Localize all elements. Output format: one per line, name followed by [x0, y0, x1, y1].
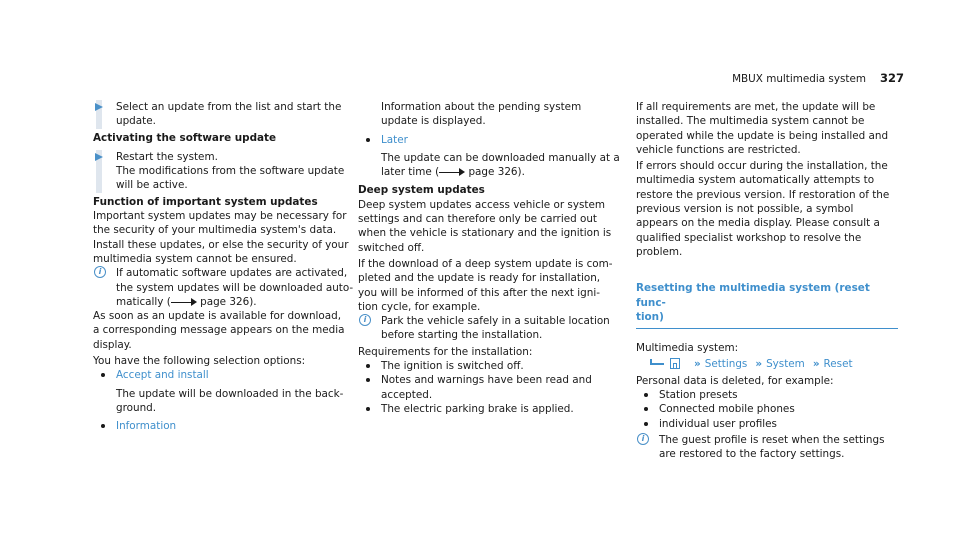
- text-line: multimedia system automatically attempts to: [636, 174, 875, 187]
- heading-important-updates: Function of important system updates: [93, 195, 318, 208]
- text-line: tion cycle, for example.: [358, 300, 481, 313]
- text-line: operated while the update is being installed and: [636, 129, 889, 142]
- text-line: If automatic software updates are activated,: [116, 267, 348, 280]
- paragraph-options: You have the following selection options:: [93, 355, 306, 368]
- list-item-text: individual user profiles: [659, 417, 777, 430]
- list-item-text: Station presets: [659, 389, 738, 402]
- option-accept-install: [93, 368, 355, 382]
- text-line: Notes and warnings have been read and: [381, 374, 592, 387]
- text-line: Information about the pending system: [381, 101, 582, 113]
- text-line: The update can be downloaded manually at a: [381, 151, 620, 164]
- text-line: switched off.: [358, 241, 425, 254]
- note-auto-updates: [93, 266, 355, 309]
- text-line: ground.: [116, 401, 157, 414]
- text-line: update is displayed.: [381, 115, 486, 128]
- info-icon: i: [359, 314, 371, 326]
- bullet-dot: [644, 407, 648, 411]
- home-icon: [670, 358, 680, 369]
- list-item: [636, 402, 898, 416]
- text-line: the system updates will be downloaded auto-: [116, 281, 354, 294]
- paragraph-errors: [636, 159, 898, 259]
- page-ref-arrow-icon: [171, 298, 197, 306]
- text-line: Important system updates may be necessary for: [93, 210, 347, 223]
- chevron-double-icon: »: [812, 358, 820, 371]
- option-description: [93, 387, 355, 416]
- nav-system: System: [766, 358, 805, 371]
- text-line: If all requirements are met, the update will be: [636, 101, 876, 113]
- option-later: [358, 133, 623, 147]
- text-line: As soon as an update is available for download,: [93, 310, 342, 323]
- text-line: vehicle functions are restricted.: [636, 143, 801, 156]
- paragraph-deep: [358, 198, 623, 255]
- page-reference: page 326).: [468, 166, 525, 179]
- option-description: [358, 100, 623, 129]
- text-line: Restart the system.: [116, 150, 218, 163]
- list-item: [358, 373, 623, 402]
- bullet-dot: [101, 424, 105, 428]
- text-line: If the download of a deep system update is com-: [358, 257, 613, 270]
- text-line: The guest profile is reset when the settings: [659, 433, 885, 446]
- step-restart: [93, 150, 355, 193]
- bullet-dot: [644, 422, 648, 426]
- text-line: installed. The multimedia system cannot be: [636, 115, 865, 128]
- text-line: Select an update from the list and start the: [116, 101, 342, 113]
- enter-arrow-icon: [650, 359, 661, 367]
- paragraph-important: [93, 209, 355, 266]
- option-label: Information: [116, 420, 177, 433]
- option-information: [93, 419, 355, 433]
- paragraph-deep-download: [358, 257, 623, 314]
- nav-settings: Settings: [704, 358, 748, 371]
- text-line: multimedia system cannot be ensured.: [93, 252, 297, 265]
- info-icon: i: [94, 266, 106, 278]
- triangle-arrow-icon: [95, 103, 103, 111]
- page-ref-arrow-icon: [439, 168, 465, 176]
- text-line: when the vehicle is stationary and the ignition is: [358, 227, 612, 240]
- paragraph-download: [93, 309, 355, 352]
- column-2: [358, 100, 623, 416]
- text-line: settings and can therefore only be carried out: [358, 213, 598, 226]
- column-1: [93, 100, 355, 434]
- option-description: [358, 151, 623, 180]
- bullet-dot: [101, 373, 105, 377]
- page-number: 327: [879, 71, 904, 85]
- text-line: tion): [636, 310, 664, 323]
- note-guest-profile: [636, 433, 898, 462]
- text-line: The update will be downloaded in the back-: [116, 387, 344, 400]
- chevron-double-icon: »: [694, 358, 701, 371]
- chevron-double-icon: »: [755, 358, 763, 371]
- bullet-dot: [366, 364, 370, 368]
- text-line: the security of your multimedia system's data.: [93, 224, 337, 237]
- text-line: Install these updates, or else the security of your: [93, 238, 349, 251]
- text-line: previous version is not possible, a symbol: [636, 203, 854, 216]
- bullet-dot: [366, 378, 370, 382]
- page-header: [732, 71, 904, 88]
- text-line: update.: [116, 115, 156, 128]
- paragraph-requirements: Requirements for the installation:: [358, 345, 533, 358]
- text-line: display.: [93, 338, 132, 351]
- option-label: Later: [381, 133, 408, 146]
- text-line: If errors should occur during the installation, the: [636, 160, 888, 173]
- list-item: [636, 417, 898, 431]
- navigation-path: [636, 357, 898, 371]
- text-line: a corresponding message appears on the media: [93, 324, 345, 337]
- paragraph-requirements-met: [636, 100, 898, 157]
- text-line: matically (: [116, 295, 171, 308]
- text-line: Deep system updates access vehicle or system: [358, 198, 606, 211]
- option-label: Accept and install: [116, 369, 209, 382]
- text-line: qualified specialist workshop to resolve the: [636, 231, 862, 244]
- text-line: are restored to the factory settings.: [659, 448, 845, 461]
- list-item-text: The ignition is switched off.: [381, 360, 524, 373]
- list-item: [358, 359, 623, 373]
- step-select-update: [93, 100, 355, 129]
- list-item: [358, 402, 623, 416]
- section-title-reset: [636, 281, 898, 329]
- text-line: Park the vehicle safely in a suitable location: [381, 315, 610, 328]
- page-reference: page 326).: [200, 295, 257, 308]
- header-title: MBUX multimedia system: [732, 73, 866, 85]
- text-line: accepted.: [381, 388, 433, 401]
- heading-deep-updates: Deep system updates: [358, 184, 485, 197]
- list-item-text: The electric parking brake is applied.: [381, 402, 574, 415]
- text-line: will be active.: [116, 179, 188, 192]
- text-line: Resetting the multimedia system (reset func-: [636, 282, 870, 309]
- text-line: restore the previous version. If restoration of the: [636, 188, 890, 201]
- list-item: [636, 388, 898, 402]
- text-line: The modifications from the software update: [116, 165, 345, 178]
- bullet-dot: [644, 393, 648, 397]
- column-3: [636, 100, 898, 462]
- nav-reset: Reset: [823, 358, 853, 371]
- note-park-vehicle: [358, 314, 623, 343]
- bullet-dot: [366, 407, 370, 411]
- text-line: pleted and the update is ready for installation,: [358, 272, 601, 285]
- info-icon: i: [637, 433, 649, 445]
- list-item-text: Connected mobile phones: [659, 403, 795, 416]
- text-line: you will be informed of this after the next igni-: [358, 286, 600, 299]
- heading-activating: Activating the software update: [93, 131, 277, 144]
- text-line: appears on the media display. Please consult a: [636, 217, 880, 230]
- paragraph-multimedia: Multimedia system:: [636, 342, 739, 355]
- paragraph-personal-data: Personal data is deleted, for example:: [636, 374, 834, 387]
- bullet-dot: [366, 138, 370, 142]
- text-line: problem.: [636, 245, 683, 258]
- text-line: later time (: [381, 166, 440, 179]
- text-line: before starting the installation.: [381, 329, 543, 342]
- triangle-arrow-icon: [95, 153, 103, 161]
